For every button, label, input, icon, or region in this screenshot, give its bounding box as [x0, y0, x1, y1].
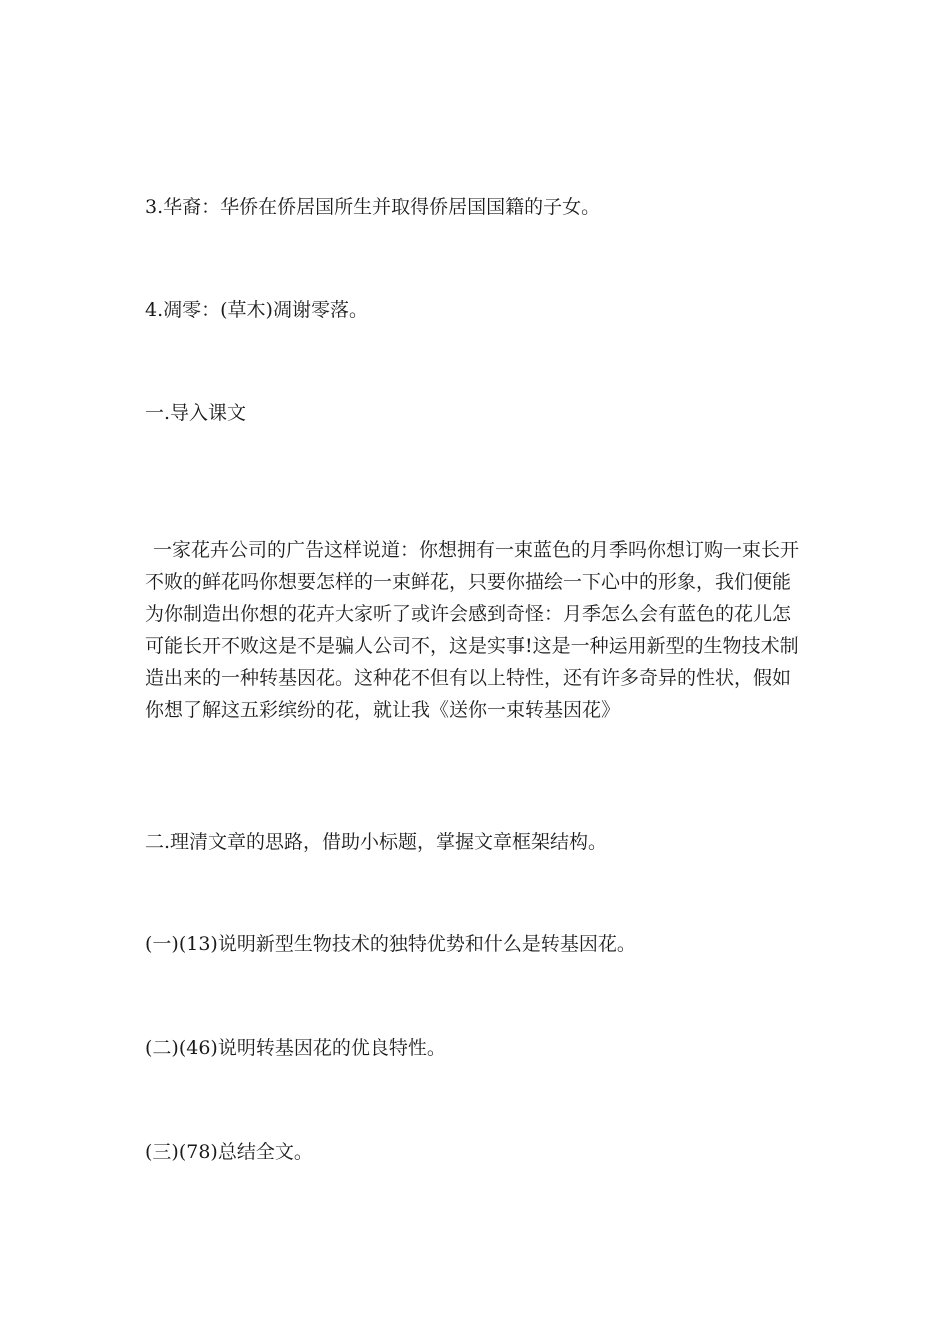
paragraph-line: 为你制造出你想的花卉大家听了或许会感到奇怪：月季怎么会有蓝色的花儿怎 — [145, 603, 792, 625]
paragraph-line: 可能长开不败这是不是骗人公司不，这是实事!这是一种运用新型的生物技术制 — [145, 635, 799, 657]
section-heading-intro: 一.导入课文 — [145, 402, 247, 424]
paragraph-line: 造出来的一种转基因花。这种花不但有以上特性，还有许多奇异的性状，假如 — [145, 667, 792, 689]
paragraph-line: 你想了解这五彩缤纷的花，就让我《送你一束转基因花》 — [145, 699, 621, 721]
intro-paragraph — [145, 534, 810, 726]
structure-point-1: (一)(13)说明新型生物技术的独特优势和什么是转基因花。 — [145, 933, 636, 955]
paragraph-line: 一家花卉公司的广告这样说道：你想拥有一束蓝色的月季吗你想订购一束长开 — [153, 539, 800, 561]
section-heading-structure: 二.理清文章的思路，借助小标题，掌握文章框架结构。 — [145, 831, 608, 853]
vocab-item-huayi: 3.华裔：华侨在侨居国所生并取得侨居国国籍的子女。 — [145, 196, 601, 218]
paragraph-line: 不败的鲜花吗你想要怎样的一束鲜花，只要你描绘一下心中的形象，我们便能 — [145, 571, 792, 593]
vocab-item-diaoling: 4.凋零：(草木)凋谢零落。 — [145, 299, 368, 321]
structure-point-2: (二)(46)说明转基因花的优良特性。 — [145, 1037, 446, 1059]
structure-point-3: (三)(78)总结全文。 — [145, 1141, 313, 1163]
